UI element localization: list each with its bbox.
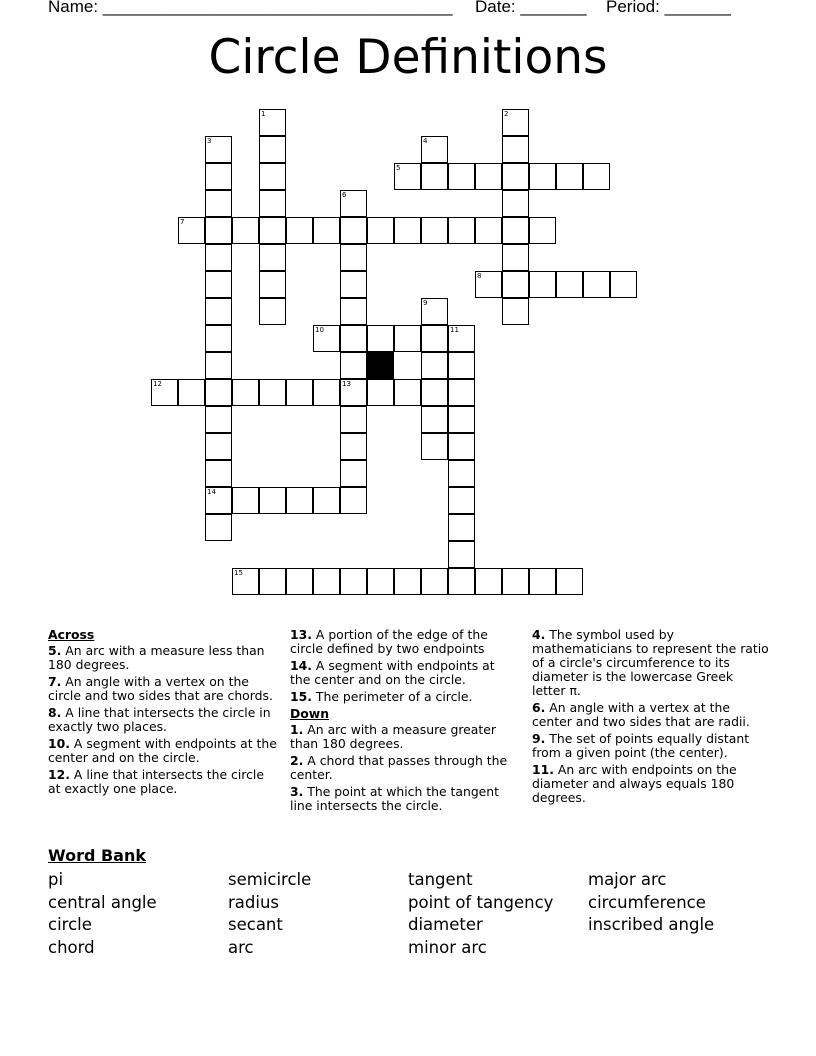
grid-cell[interactable] <box>448 433 475 460</box>
cell-number: 7 <box>180 218 185 226</box>
cell-number: 10 <box>315 326 324 334</box>
grid-cell[interactable] <box>232 217 259 244</box>
grid-cell[interactable] <box>556 568 583 595</box>
grid-cell[interactable] <box>205 514 232 541</box>
grid-cell[interactable] <box>367 568 394 595</box>
grid-cell[interactable] <box>205 244 232 271</box>
grid-cell[interactable] <box>448 406 475 433</box>
grid-cell[interactable] <box>529 568 556 595</box>
grid-cell[interactable] <box>259 190 286 217</box>
grid-cell[interactable] <box>556 163 583 190</box>
word-bank-list <box>48 869 788 959</box>
grid-cell[interactable] <box>232 379 259 406</box>
word-bank-item: central angle <box>48 892 157 912</box>
grid-cell[interactable] <box>205 352 232 379</box>
word-bank-item: diameter <box>408 915 483 934</box>
cell-number: 5 <box>396 164 401 172</box>
grid-cell[interactable] <box>313 568 340 595</box>
grid-cell[interactable] <box>475 217 502 244</box>
grid-cell[interactable] <box>502 298 529 325</box>
clue-across-10: 10. A segment with endpoints at the center and on the circle. <box>48 736 277 765</box>
grid-cell[interactable] <box>367 217 394 244</box>
grid-cell[interactable] <box>340 244 367 271</box>
grid-cell[interactable] <box>259 244 286 271</box>
grid-cell[interactable] <box>394 217 421 244</box>
clue-across-13: 13. A portion of the edge of the circle defined by two endpoints <box>290 627 488 656</box>
grid-cell[interactable] <box>529 163 556 190</box>
grid-cell[interactable] <box>448 217 475 244</box>
grid-cell[interactable] <box>475 163 502 190</box>
cell-number: 15 <box>234 569 243 577</box>
grid-cell[interactable] <box>421 352 448 379</box>
page-title: Circle Definitions <box>208 30 608 85</box>
grid-cell[interactable] <box>367 325 394 352</box>
grid-cell[interactable] <box>205 217 232 244</box>
grid-cell[interactable] <box>286 487 313 514</box>
grid-cell[interactable] <box>259 271 286 298</box>
word-bank-item: pi <box>48 870 64 889</box>
grid-cell[interactable] <box>205 460 232 487</box>
word-bank-title: Word Bank <box>48 846 147 865</box>
grid-cell[interactable] <box>421 217 448 244</box>
word-bank-item: minor arc <box>408 937 487 957</box>
grid-cell[interactable] <box>340 217 367 244</box>
grid-cell[interactable] <box>286 217 313 244</box>
grid-cell[interactable] <box>259 487 286 514</box>
clue-across-14: 14. A segment with endpoints at the center and on the circle. <box>290 658 495 687</box>
grid-cell[interactable] <box>448 541 475 568</box>
grid-cell[interactable] <box>448 568 475 595</box>
cell-number: 4 <box>423 137 428 145</box>
date-field-label: Date: _______ <box>475 0 587 16</box>
word-bank-item: radius <box>228 892 280 912</box>
grid-cell[interactable] <box>340 298 367 325</box>
grid-cell[interactable] <box>421 325 448 352</box>
clue-down-11: 11. An arc with endpoints on the diameter and always equals 180 degrees. <box>532 762 737 805</box>
clue-column-2 <box>290 628 510 816</box>
cell-number: 1 <box>261 110 266 118</box>
grid-cell[interactable] <box>259 136 286 163</box>
grid-cell[interactable] <box>394 379 421 406</box>
grid-cell[interactable] <box>340 352 367 379</box>
grid-cell[interactable] <box>502 163 529 190</box>
grid-cell[interactable] <box>502 271 529 298</box>
grid-cell[interactable] <box>421 433 448 460</box>
clue-across-5: 5. An arc with a measure less than 180 degrees. <box>48 643 265 672</box>
grid-cell[interactable] <box>421 406 448 433</box>
name-field-label: Name: _____________________________________ <box>48 0 453 16</box>
grid-cell[interactable] <box>394 568 421 595</box>
grid-cell[interactable] <box>421 379 448 406</box>
grid-cell[interactable] <box>340 487 367 514</box>
grid-cell[interactable] <box>502 190 529 217</box>
clue-down-2: 2. A chord that passes through the center. <box>290 753 508 782</box>
grid-cell[interactable] <box>205 379 232 406</box>
grid-cell[interactable] <box>205 163 232 190</box>
grid-cell[interactable] <box>421 163 448 190</box>
grid-cell[interactable] <box>367 379 394 406</box>
grid-cell[interactable] <box>340 460 367 487</box>
word-bank-item: semicircle <box>228 870 312 889</box>
word-bank-item: secant <box>228 915 283 934</box>
grid-cell[interactable] <box>205 298 232 325</box>
word-bank-item: circumference <box>588 892 706 912</box>
grid-cell[interactable] <box>259 568 286 595</box>
grid-cell[interactable] <box>286 568 313 595</box>
grid-cell[interactable] <box>448 379 475 406</box>
grid-cell[interactable] <box>340 433 367 460</box>
grid-cell[interactable] <box>556 271 583 298</box>
grid-cell[interactable] <box>448 352 475 379</box>
grid-cell[interactable] <box>259 298 286 325</box>
grid-cell[interactable] <box>583 163 610 190</box>
grid-cell[interactable] <box>286 379 313 406</box>
grid-cell[interactable] <box>313 217 340 244</box>
word-bank-item: circle <box>48 915 92 934</box>
cell-number: 8 <box>477 272 482 280</box>
clue-down-4: 4. The symbol used by mathematicians to represent the ratio of a circle's circumference to its diameter is the lowercase Greek letter π. <box>532 627 769 698</box>
grid-block <box>367 352 394 379</box>
grid-cell[interactable] <box>205 271 232 298</box>
word-bank-item: arc <box>228 937 254 957</box>
grid-cell[interactable] <box>421 568 448 595</box>
word-bank <box>48 846 788 959</box>
grid-cell[interactable] <box>259 217 286 244</box>
grid-cell[interactable] <box>448 460 475 487</box>
grid-cell[interactable] <box>178 379 205 406</box>
clue-column-3 <box>532 628 770 808</box>
clue-across-8: 8. A line that intersects the circle in exactly two places. <box>48 705 271 734</box>
clue-across-7: 7. An angle with a vertex on the circle and two sides that are chords. <box>48 674 273 703</box>
grid-cell[interactable] <box>610 271 637 298</box>
grid-cell[interactable] <box>448 163 475 190</box>
cell-number: 9 <box>423 299 428 307</box>
clue-across-15: 15. The perimeter of a circle. <box>290 689 473 704</box>
grid-cell[interactable] <box>205 190 232 217</box>
word-bank-item: inscribed angle <box>588 915 715 934</box>
grid-cell[interactable] <box>583 271 610 298</box>
grid-cell[interactable] <box>313 379 340 406</box>
period-field-label: Period: _______ <box>606 0 731 16</box>
grid-cell[interactable] <box>502 136 529 163</box>
clue-down-9: 9. The set of points equally distant from a given point (the center). <box>532 731 750 760</box>
grid-cell[interactable] <box>205 406 232 433</box>
grid-cell[interactable] <box>259 163 286 190</box>
grid-cell[interactable] <box>259 379 286 406</box>
cell-number: 2 <box>504 110 509 118</box>
grid-cell[interactable] <box>502 244 529 271</box>
grid-cell[interactable] <box>232 487 259 514</box>
cell-number: 12 <box>153 380 162 388</box>
grid-cell[interactable] <box>340 406 367 433</box>
clue-down-1: 1. An arc with a measure greater than 180 degrees. <box>290 722 496 751</box>
clue-column-1 <box>48 628 280 799</box>
cell-number: 3 <box>207 137 212 145</box>
clue-down-3: 3. The point at which the tangent line intersects the circle. <box>290 784 500 813</box>
clue-across-12: 12. A line that intersects the circle at exactly one place. <box>48 767 264 796</box>
across-heading: Across <box>48 627 95 642</box>
cell-number: 6 <box>342 191 347 199</box>
grid-cell[interactable] <box>448 514 475 541</box>
grid-cell[interactable] <box>394 325 421 352</box>
grid-cell[interactable] <box>502 568 529 595</box>
cell-number: 11 <box>450 326 459 334</box>
grid-cell[interactable] <box>340 325 367 352</box>
word-bank-item: major arc <box>588 870 667 889</box>
cell-number: 13 <box>342 380 351 388</box>
grid-cell[interactable] <box>529 217 556 244</box>
word-bank-item: point of tangency <box>408 892 554 912</box>
grid-cell[interactable] <box>340 271 367 298</box>
grid-cell[interactable] <box>448 487 475 514</box>
word-bank-item: tangent <box>408 870 473 889</box>
grid-cell[interactable] <box>529 271 556 298</box>
grid-cell[interactable] <box>205 325 232 352</box>
grid-cell[interactable] <box>502 217 529 244</box>
clue-down-6: 6. An angle with a vertex at the center and two sides that are radii. <box>532 700 750 729</box>
down-heading: Down <box>290 706 330 721</box>
word-bank-item: chord <box>48 937 95 957</box>
grid-cell[interactable] <box>475 568 502 595</box>
cell-number: 14 <box>207 488 216 496</box>
grid-cell[interactable] <box>205 433 232 460</box>
grid-cell[interactable] <box>340 568 367 595</box>
grid-cell[interactable] <box>313 487 340 514</box>
